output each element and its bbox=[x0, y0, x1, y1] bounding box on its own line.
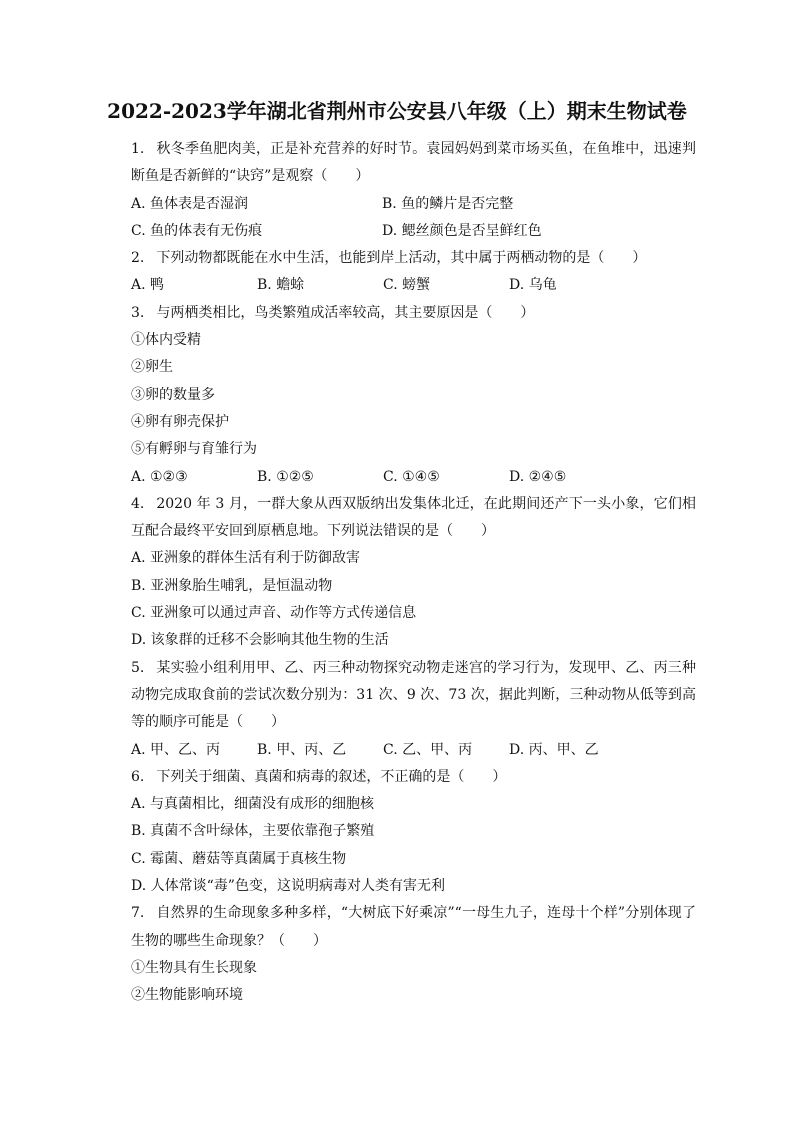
option-b: B. 亚洲象胎生哺乳，是恒温动物 bbox=[131, 577, 333, 594]
question-5 bbox=[131, 655, 696, 764]
option-c: C. 螃蟹 bbox=[383, 277, 431, 294]
options bbox=[131, 737, 696, 764]
question-number: 3. bbox=[131, 304, 145, 321]
option-d: D. 鳃丝颜色是否呈鲜红色 bbox=[382, 222, 542, 239]
option-a: A. 鱼体表是否湿润 bbox=[131, 195, 249, 212]
option-b: B. 甲、丙、乙 bbox=[257, 741, 347, 758]
option-c: C. 鱼的体表有无伤痕 bbox=[131, 222, 263, 239]
statement: ①体内受精 bbox=[131, 332, 201, 349]
option-a: A. ①②③ bbox=[131, 468, 188, 485]
question-stem: 2020 年 3 月，一群大象从西双版纳出发集体北迁，在此期间还产下一头小象，它们相互配合最终平安回到原栖息地。下列说法错误的是（ ） bbox=[131, 495, 696, 540]
question-2 bbox=[131, 245, 696, 300]
option-b: B. ①②⑤ bbox=[257, 468, 314, 485]
option-d: D. 该象群的迁移不会影响其他生物的生活 bbox=[131, 632, 389, 649]
question-7 bbox=[131, 900, 696, 1009]
question-3 bbox=[131, 300, 696, 491]
question-4 bbox=[131, 491, 696, 655]
statement: ④卵有卵壳保护 bbox=[131, 413, 229, 430]
question-stem: 秋冬季鱼肥肉美，正是补充营养的好时节。袁园妈妈到菜市场买鱼，在鱼堆中，迅速判断鱼是否新鲜的“诀窍”是观察（ ） bbox=[131, 141, 696, 185]
option-d: D. ②④⑤ bbox=[509, 468, 567, 485]
option-c: C. 霉菌、蘑菇等真菌属于真核生物 bbox=[131, 850, 347, 867]
option-b: B. 真菌不含叶绿体，主要依靠孢子繁殖 bbox=[131, 823, 375, 840]
options bbox=[131, 191, 696, 246]
exam-title: 2022-2023学年湖北省荆州市公安县八年级（上）期末生物试卷 bbox=[107, 99, 687, 123]
option-c: C. ①④⑤ bbox=[383, 468, 440, 485]
question-list bbox=[131, 136, 696, 1010]
question-1 bbox=[131, 136, 696, 245]
question-number: 1. bbox=[131, 141, 145, 157]
statement: ②卵生 bbox=[131, 359, 173, 376]
statement: ②生物能影响环境 bbox=[131, 987, 243, 1004]
option-d: D. 人体常谈“毒”色变，这说明病毒对人类有害无利 bbox=[131, 878, 445, 895]
question-number: 2. bbox=[131, 250, 145, 267]
question-stem: 下列关于细菌、真菌和病毒的叙述，不正确的是（ ） bbox=[156, 768, 507, 785]
question-number: 4. bbox=[131, 495, 145, 512]
statement: ③卵的数量多 bbox=[131, 386, 215, 403]
question-number: 6. bbox=[131, 768, 145, 785]
statement: ⑤有孵卵与育雏行为 bbox=[131, 441, 257, 458]
options bbox=[131, 464, 696, 491]
question-stem: 某实验小组利用甲、乙、丙三种动物探究动物走迷宫的学习行为，发现甲、乙、丙三种动物完成取食前的尝试次数分别为：31 次、9 次、73 次，据此判断，三种动物从低等到高等的顺序可能是（ ） bbox=[131, 659, 696, 731]
option-a: A. 甲、乙、丙 bbox=[131, 741, 221, 758]
question-stem: 自然界的生命现象多种多样，“大树底下好乘凉”“一母生九子，连母十个样”分别体现了生物的哪些生命现象？（ ） bbox=[131, 905, 696, 949]
options bbox=[131, 272, 696, 299]
option-a: A. 与真菌相比，细菌没有成形的细胞核 bbox=[131, 796, 375, 813]
option-c: C. 乙、甲、丙 bbox=[383, 741, 473, 758]
option-d: D. 乌龟 bbox=[509, 277, 557, 294]
option-a: A. 鸭 bbox=[131, 277, 165, 294]
question-stem: 下列动物都既能在水中生活，也能到岸上活动，其中属于两栖动物的是（ ） bbox=[156, 250, 647, 267]
question-number: 5. bbox=[131, 659, 145, 676]
option-b: B. 鱼的鳞片是否完整 bbox=[382, 195, 514, 212]
option-b: B. 蟾蜍 bbox=[257, 277, 305, 294]
option-c: C. 亚洲象可以通过声音、动作等方式传递信息 bbox=[131, 605, 417, 622]
question-6 bbox=[131, 764, 696, 900]
option-d: D. 丙、甲、乙 bbox=[509, 741, 599, 758]
statement: ①生物具有生长现象 bbox=[131, 959, 257, 976]
question-number: 7. bbox=[131, 905, 145, 922]
question-stem: 与两栖类相比，鸟类繁殖成活率较高，其主要原因是（ ） bbox=[156, 304, 535, 321]
option-a: A. 亚洲象的群体生活有利于防御敌害 bbox=[131, 550, 361, 567]
